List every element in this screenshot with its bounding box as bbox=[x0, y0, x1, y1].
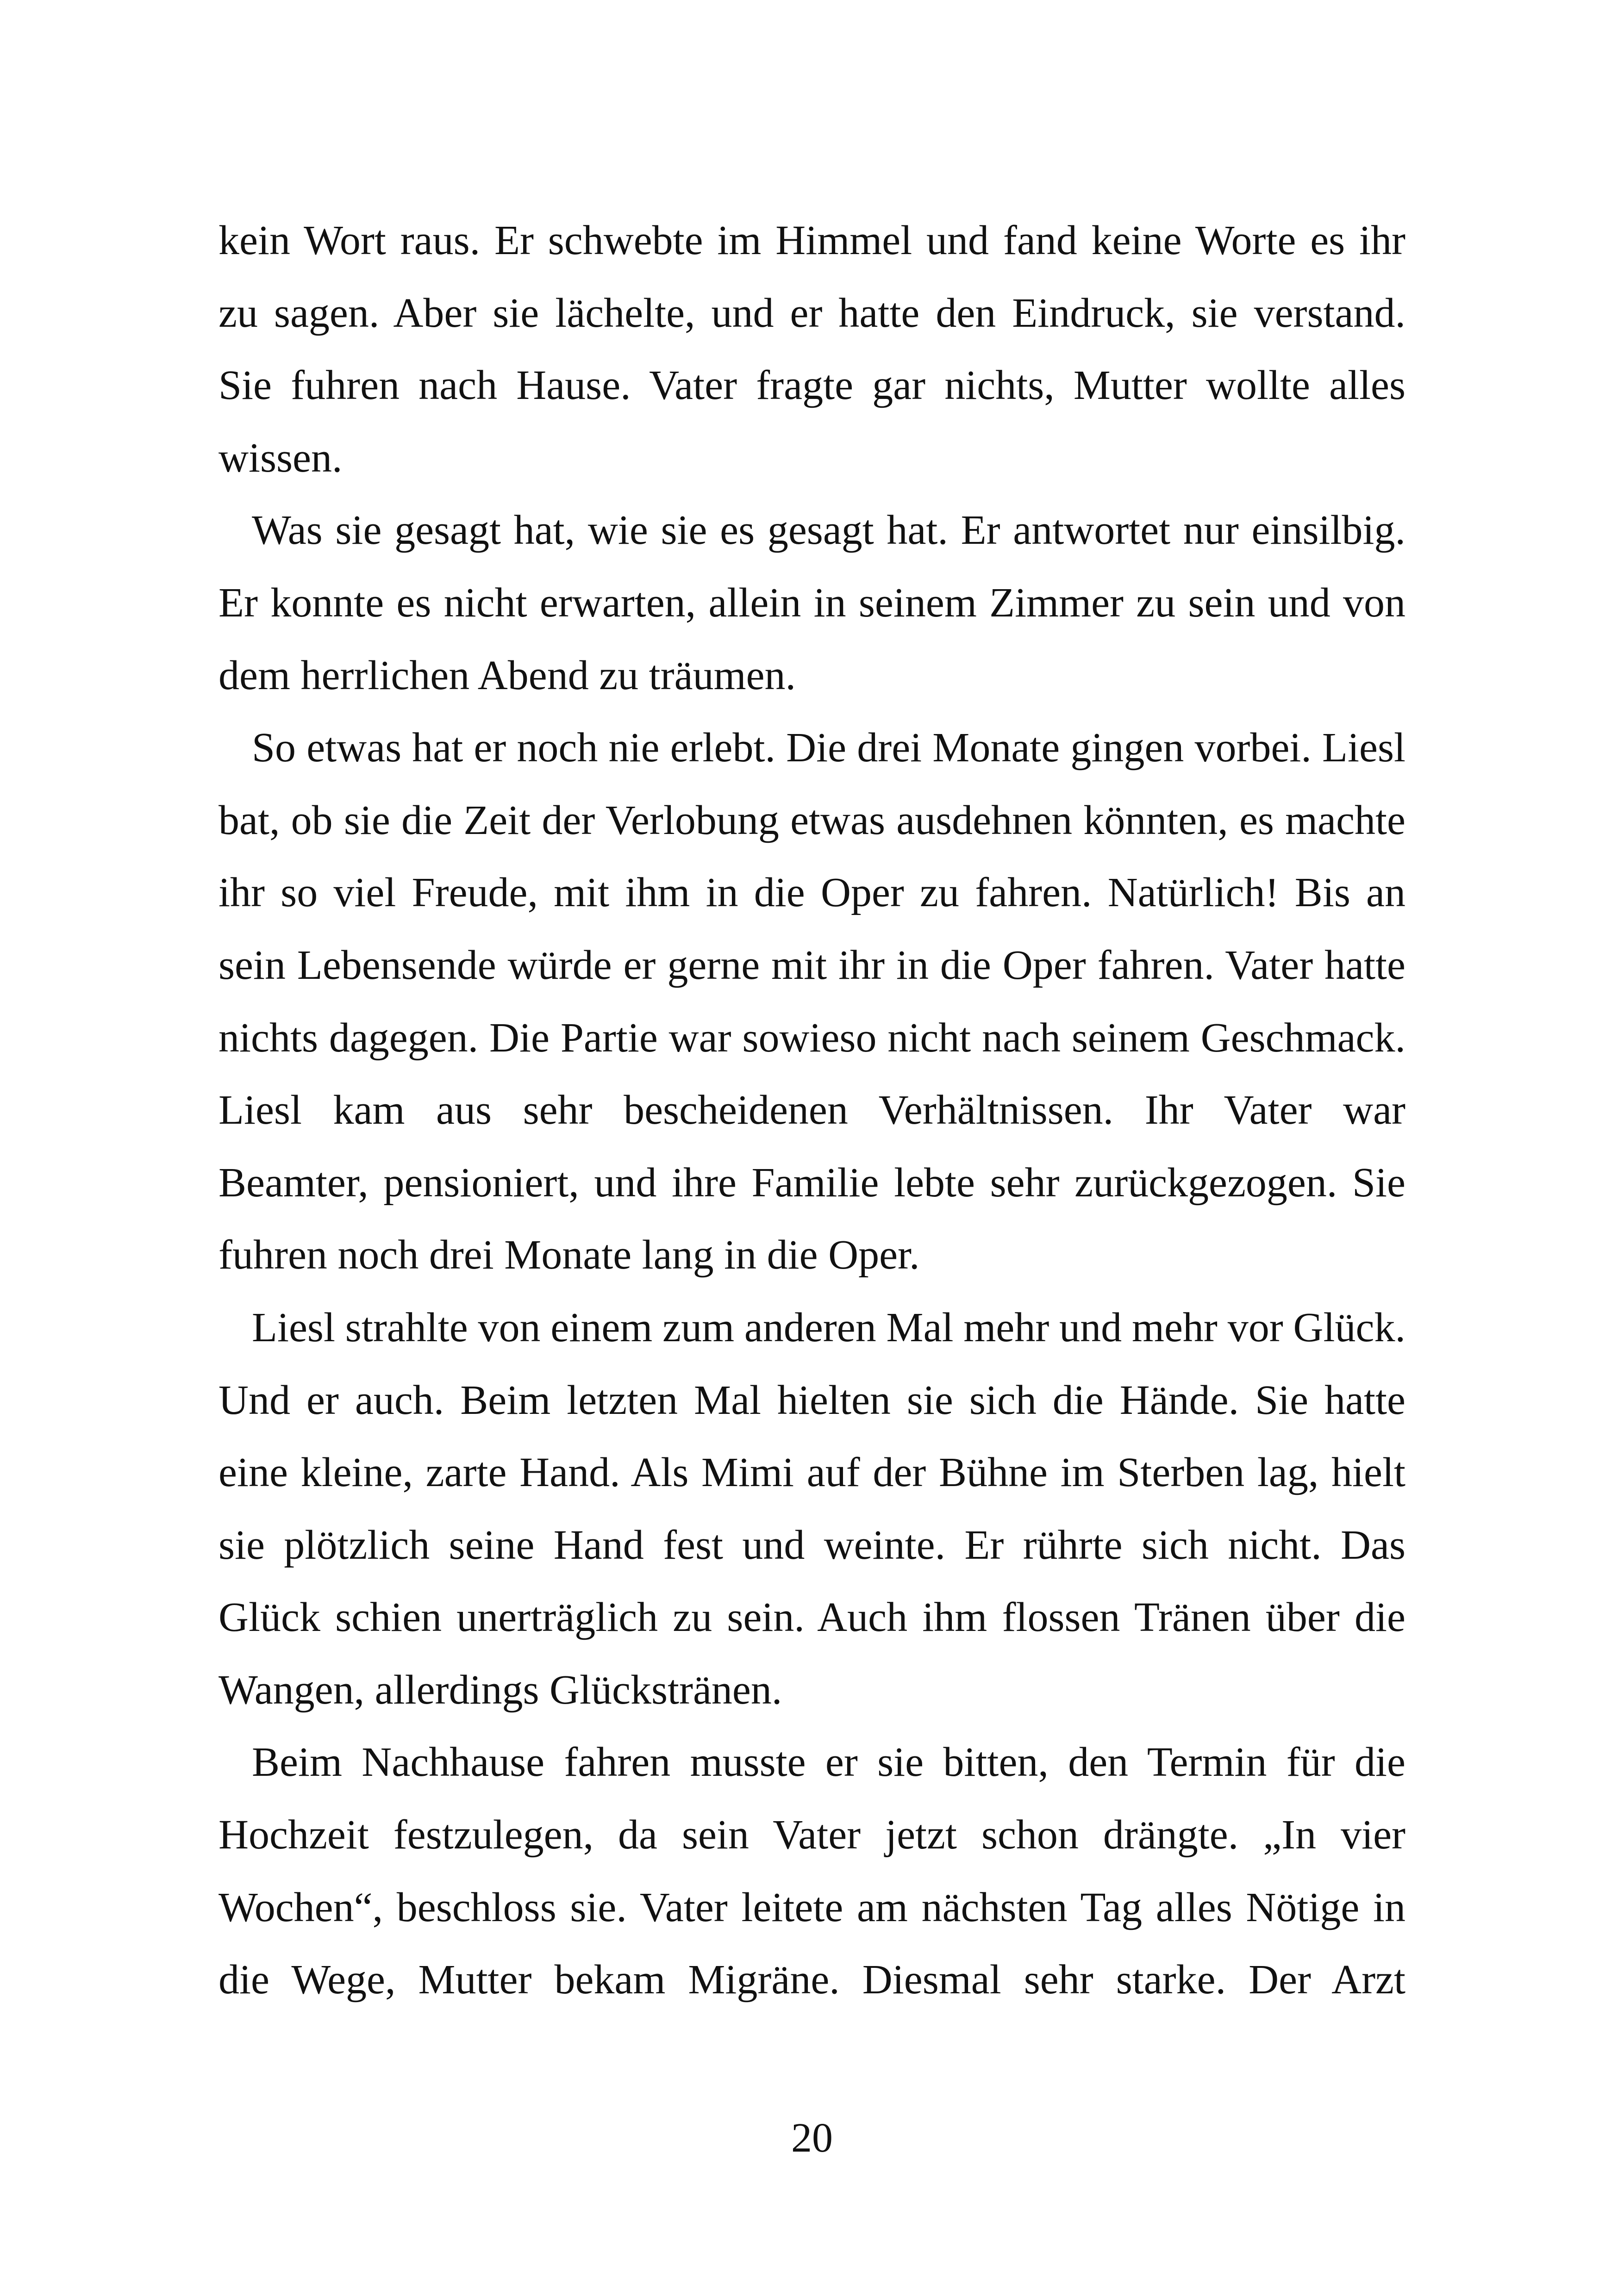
paragraph bbox=[219, 494, 1405, 712]
text-line: Wochen“, beschloss sie. Vater leitete am nächsten Tag alles Nötige in bbox=[219, 1884, 1405, 1930]
text-line: Glück schien unerträglich zu sein. Auch ihm flossen Tränen über die bbox=[219, 1594, 1405, 1641]
text-line: Sie fuhren nach Hause. Vater fragte gar nichts, Mutter wollte alles bbox=[219, 362, 1405, 409]
text-line: die Wege, Mutter bekam Migräne. Diesmal sehr starke. Der Arzt bbox=[219, 1957, 1405, 2003]
text-line: Wangen, allerdings Glückstränen. bbox=[219, 1667, 782, 1713]
paragraph bbox=[219, 1726, 1405, 2016]
text-line: So etwas hat er noch nie erlebt. Die drei Monate gingen vorbei. Liesl bbox=[252, 725, 1405, 771]
paragraph bbox=[219, 205, 1405, 494]
text-line: nichts dagegen. Die Partie war sowieso nicht nach seinem Geschmack. bbox=[219, 1014, 1405, 1061]
body-text bbox=[219, 205, 1405, 2016]
text-line: Beamter, pensioniert, und ihre Familie lebte sehr zurückgezogen. Sie bbox=[219, 1159, 1405, 1206]
text-line: sein Lebensende würde er gerne mit ihr in die Oper fahren. Vater hatte bbox=[219, 942, 1405, 988]
text-line: Liesl kam aus sehr bescheidenen Verhältnissen. Ihr Vater war bbox=[219, 1087, 1405, 1133]
text-line: Beim Nachhause fahren musste er sie bitten, den Termin für die bbox=[252, 1739, 1405, 1786]
text-line: sie plötzlich seine Hand fest und weinte. Er rührte sich nicht. Das bbox=[219, 1522, 1405, 1568]
text-line: Er konnte es nicht erwarten, allein in seinem Zimmer zu sein und von bbox=[219, 579, 1405, 626]
text-line: ihr so viel Freude, mit ihm in die Oper zu fahren. Natürlich! Bis an bbox=[219, 870, 1405, 916]
page-number: 20 bbox=[791, 2115, 833, 2161]
text-line: Hochzeit festzulegen, da sein Vater jetzt schon drängte. „In vier bbox=[219, 1812, 1405, 1858]
text-line: kein Wort raus. Er schwebte im Himmel und fand keine Worte es ihr bbox=[219, 218, 1405, 263]
text-line: fuhren noch drei Monate lang in die Oper. bbox=[219, 1232, 920, 1278]
text-line: eine kleine, zarte Hand. Als Mimi auf der Bühne im Sterben lag, hielt bbox=[219, 1450, 1405, 1496]
text-line: Was sie gesagt hat, wie sie es gesagt hat. Er antwortet nur einsilbig. bbox=[252, 507, 1405, 554]
text-line: bat, ob sie die Zeit der Verlobung etwas ausdehnen könnten, es machte bbox=[219, 797, 1405, 843]
text-line: dem herrlichen Abend zu träumen. bbox=[219, 652, 796, 698]
text-line: zu sagen. Aber sie lächelte, und er hatte den Eindruck, sie verstand. bbox=[219, 290, 1405, 336]
paragraph bbox=[219, 712, 1405, 1292]
text-line: Liesl strahlte von einem zum anderen Mal mehr und mehr vor Glück. bbox=[252, 1304, 1405, 1350]
paragraph bbox=[219, 1292, 1405, 1727]
text-line: wissen. bbox=[219, 435, 343, 481]
text-line: Und er auch. Beim letzten Mal hielten sie sich die Hände. Sie hatte bbox=[219, 1377, 1405, 1423]
